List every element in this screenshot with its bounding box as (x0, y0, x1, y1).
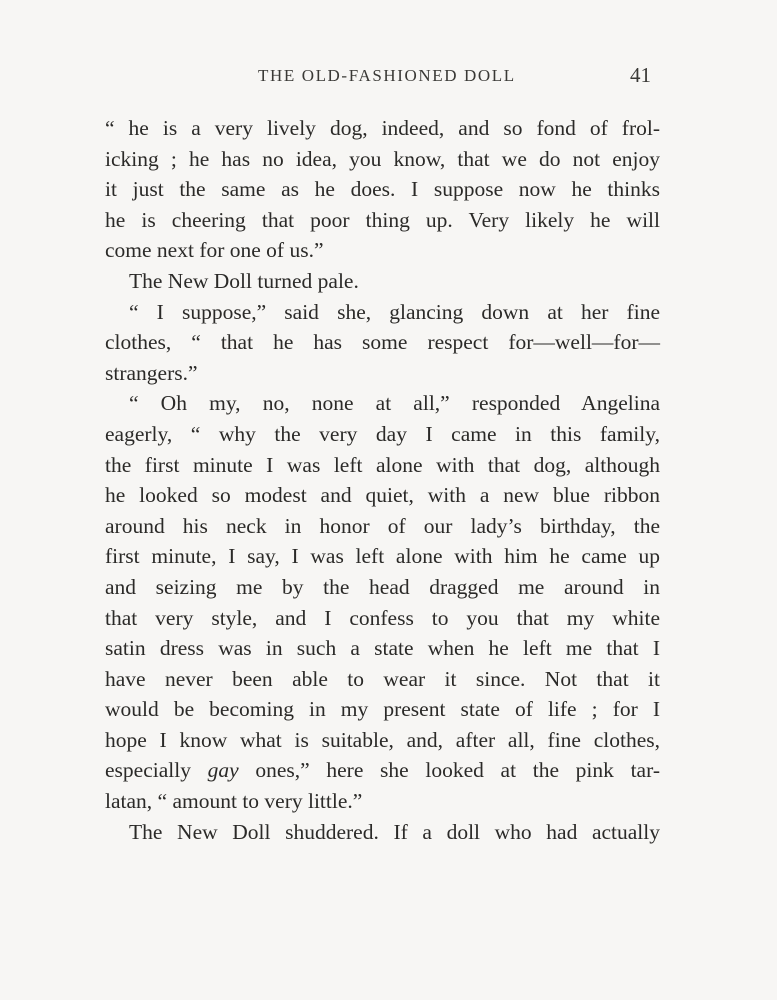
text-line: icking ; he has no idea, you know, that we do not enjoy (105, 146, 660, 171)
text-line: he looked so modest and quiet, with a new blue ribbon (105, 483, 660, 508)
text-line (105, 755, 660, 786)
text-line: The New Doll turned pale. (129, 268, 359, 293)
text-line: strangers.” (105, 360, 198, 385)
text-line: the first minute I was left alone with that dog, although (105, 452, 660, 477)
text-line: he is cheering that poor thing up. Very likely he will (105, 207, 660, 232)
text-line: and seizing me by the head dragged me around in (105, 574, 660, 599)
text-line: it just the same as he does. I suppose now he thinks (105, 177, 660, 202)
running-head (0, 63, 777, 96)
text-line: that very style, and I confess to you that my white (105, 605, 660, 630)
text-line: first minute, I say, I was left alone with him he came up (105, 544, 660, 569)
text-line: The New Doll shuddered. If a doll who had actually (129, 819, 660, 844)
text-line: latan, “ amount to very little.” (105, 789, 363, 814)
page-number: 41 (630, 63, 651, 87)
text-line: “ I suppose,” said she, glancing down at her fine (129, 299, 660, 324)
italic-word: gay (207, 758, 239, 783)
body-text (105, 113, 660, 847)
text-run: ones,” here she looked at the pink tar- (238, 758, 660, 783)
text-line: come next for one of us.” (105, 238, 324, 263)
text-line: “ Oh my, no, none at all,” responded Angelina (129, 391, 660, 416)
text-line: around his neck in honor of our lady’s birthday, the (105, 513, 660, 538)
text-line: hope I know what is suitable, and, after all, fine clothes, (105, 727, 660, 752)
text-line: satin dress was in such a state when he left me that I (105, 636, 660, 661)
text-line: clothes, “ that he has some respect for—well—for— (105, 330, 660, 355)
text-line: “ he is a very lively dog, indeed, and so fond of frol- (105, 116, 660, 140)
text-line: have never been able to wear it since. Not that it (105, 666, 660, 691)
running-title: THE OLD-FASHIONED DOLL (258, 66, 516, 85)
text-run: especially (105, 758, 208, 783)
text-line: eagerly, “ why the very day I came in this family, (105, 421, 660, 446)
text-line: would be becoming in my present state of life ; for I (105, 697, 660, 722)
